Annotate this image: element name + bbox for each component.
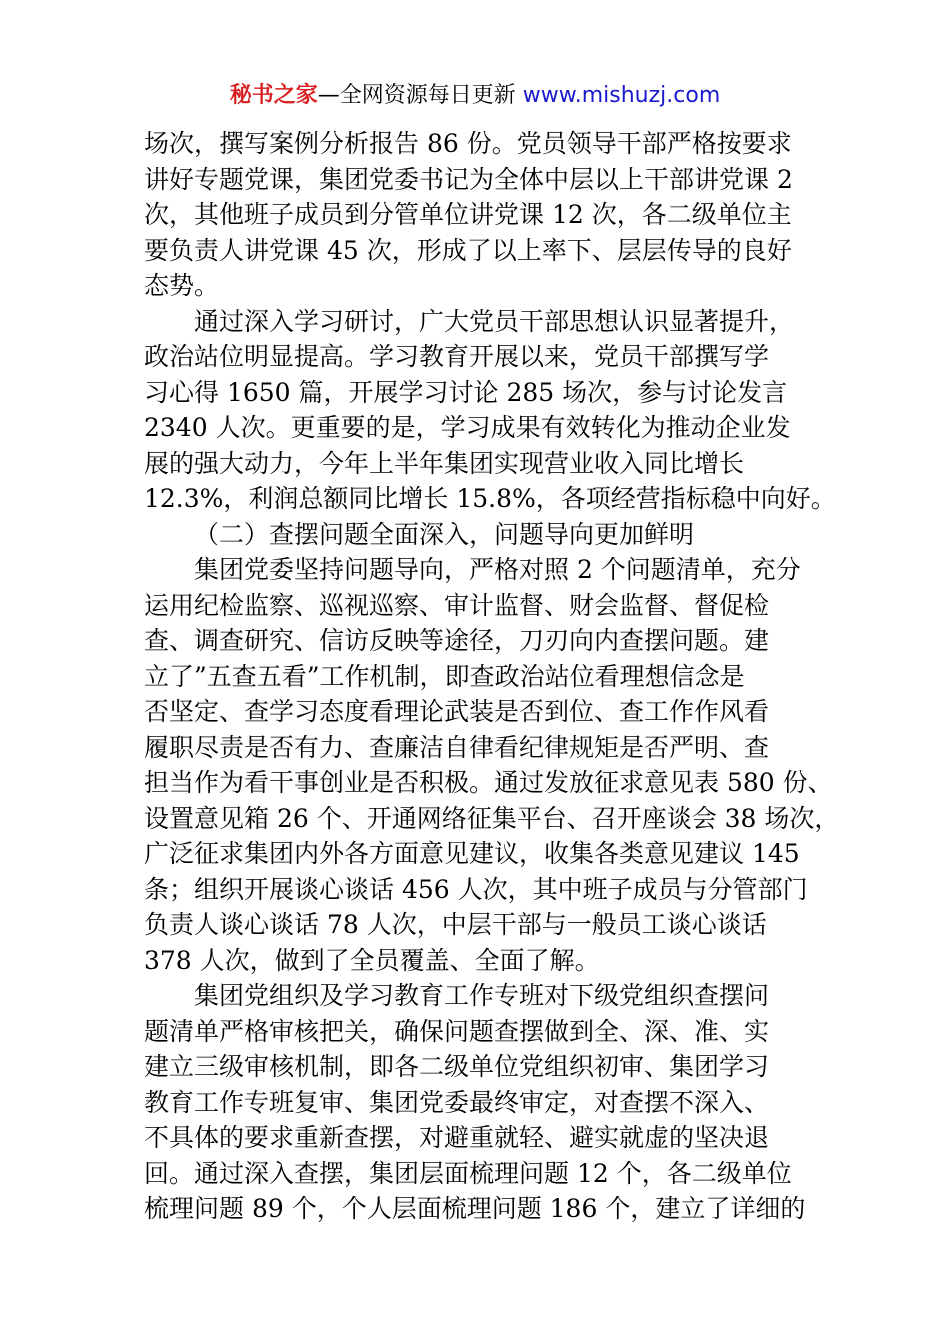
site-brand: 秘书之家 bbox=[229, 83, 318, 108]
text-line: 2340 人次。更重要的是，学习成果有效转化为推动企业发 bbox=[144, 413, 791, 442]
text-line: 要负责人讲党课 45 次，形成了以上率下、层层传导的良好 bbox=[144, 235, 792, 265]
text-line: 回。通过深入查摆，集团层面梳理问题 12 个，各二级单位 bbox=[144, 1158, 792, 1188]
text-line: 讲好专题党课，集团党委书记为全体中层以上干部讲党课 2 bbox=[144, 164, 793, 194]
text-line: 态势。 bbox=[144, 271, 220, 300]
paragraph-first-line: 通过深入学习研讨，广大党员干部思想认识显著提升， bbox=[194, 306, 795, 336]
text-line: 题清单严格审核把关，确保问题查摆做到全、深、准、实 bbox=[144, 1016, 770, 1046]
text-line: 习心得 1650 篇，开展学习讨论 285 场次，参与讨论发言 bbox=[144, 377, 788, 407]
site-header bbox=[0, 80, 950, 112]
text-line: 政治站位明显提高。学习教育开展以来，党员干部撰写学 bbox=[144, 342, 770, 371]
text-line: 次，其他班子成员到分管单位讲党课 12 次，各二级单位主 bbox=[144, 200, 792, 229]
text-line: 立了”五查五看”工作机制，即查政治站位看理想信念是 bbox=[144, 661, 745, 691]
paragraph-first-line: 集团党委坚持问题导向，严格对照 2 个问题清单，充分 bbox=[194, 555, 801, 584]
text-line: 场次，撰写案例分析报告 86 份。党员领导干部严格按要求 bbox=[144, 129, 792, 158]
text-line: 设置意见箱 26 个、开通网络征集平台、召开座谈会 38 场次， bbox=[144, 803, 840, 833]
text-line: 条；组织开展谈心谈话 456 人次，其中班子成员与分管部门 bbox=[144, 874, 808, 904]
site-tagline: —全网资源每日更新 bbox=[317, 83, 523, 108]
text-line: 否坚定、查学习态度看理论武装是否到位、查工作作风看 bbox=[144, 697, 770, 726]
paragraph-first-line: 集团党组织及学习教育工作专班对下级党组织查摆问 bbox=[194, 981, 770, 1010]
site-url-link[interactable]: www.mishuzj.com bbox=[522, 83, 721, 108]
document-body bbox=[144, 126, 840, 1227]
text-line: 教育工作专班复审、集团党委最终审定，对查摆不深入、 bbox=[144, 1087, 770, 1117]
text-line: 展的强大动力，今年上半年集团实现营业收入同比增长 bbox=[144, 448, 745, 478]
text-line: 担当作为看干事创业是否积极。通过发放征求意见表 580 份、 bbox=[144, 768, 833, 797]
section-heading: （二）查摆问题全面深入，问题导向更加鲜明 bbox=[194, 519, 695, 549]
text-line: 运用纪检监察、巡视巡察、审计监督、财会监督、督促检 bbox=[144, 590, 770, 620]
text-line: 不具体的要求重新查摆，对避重就轻、避实就虚的坚决退 bbox=[144, 1123, 770, 1152]
text-line: 378 人次，做到了全员覆盖、全面了解。 bbox=[144, 945, 600, 975]
text-line: 梳理问题 89 个，个人层面梳理问题 186 个，建立了详细的 bbox=[144, 1194, 806, 1223]
text-line: 履职尽责是否有力、查廉洁自律看纪律规矩是否严明、查 bbox=[144, 732, 770, 762]
text-line: 查、调查研究、信访反映等途径，刀刃向内查摆问题。建 bbox=[144, 626, 770, 655]
text-line: 建立三级审核机制，即各二级单位党组织初审、集团学习 bbox=[144, 1052, 770, 1081]
text-line: 12.3%，利润总额同比增长 15.8%，各项经营指标稳中向好。 bbox=[144, 484, 836, 513]
text-line: 负责人谈心谈话 78 人次，中层干部与一般员工谈心谈话 bbox=[144, 910, 767, 939]
text-line: 广泛征求集团内外各方面意见建议，收集各类意见建议 145 bbox=[144, 839, 800, 868]
